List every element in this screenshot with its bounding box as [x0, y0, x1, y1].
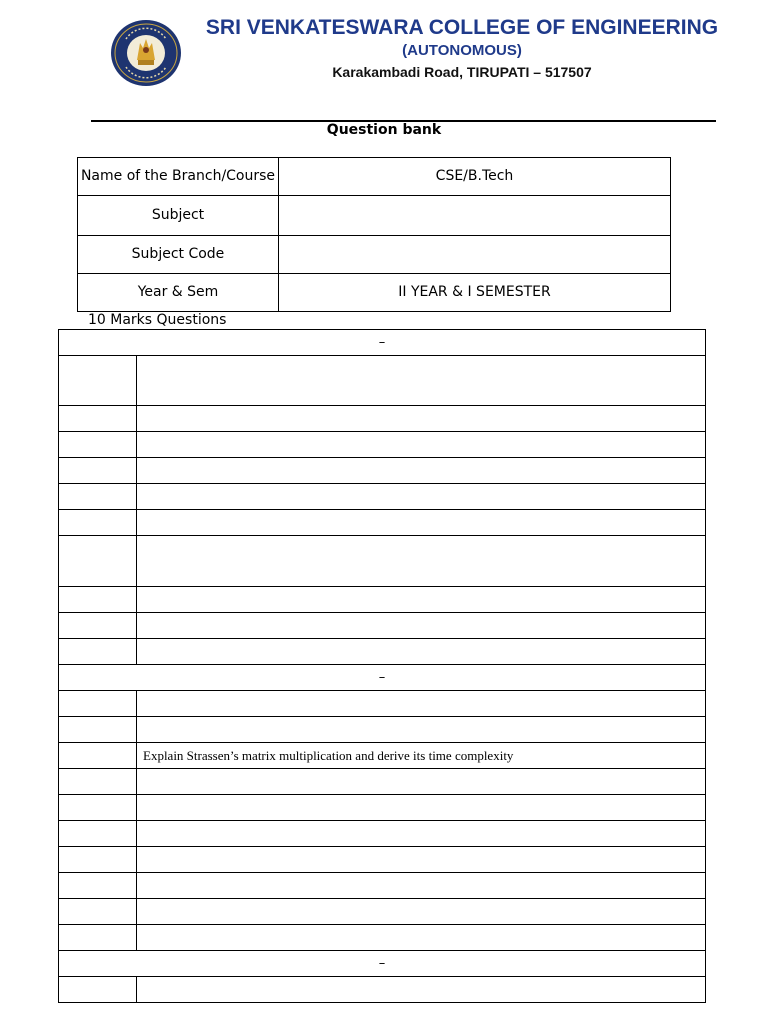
question-number — [59, 847, 137, 873]
subject-code-label: Subject Code — [78, 236, 279, 274]
section-heading: 10 Marks Questions — [88, 312, 227, 328]
question-number — [59, 821, 137, 847]
question-text — [137, 484, 706, 510]
table-row — [59, 717, 706, 743]
question-text — [137, 873, 706, 899]
questions-table — [58, 329, 706, 1003]
question-text — [137, 925, 706, 951]
question-text — [137, 613, 706, 639]
question-text — [137, 432, 706, 458]
question-text — [137, 406, 706, 432]
question-text — [137, 821, 706, 847]
question-text — [137, 458, 706, 484]
branch-value: CSE/B.Tech — [279, 158, 671, 196]
question-text — [137, 899, 706, 925]
table-row — [59, 613, 706, 639]
table-row — [59, 356, 706, 406]
year-sem-label: Year & Sem — [78, 274, 279, 312]
question-number — [59, 717, 137, 743]
autonomous-status: (AUTONOMOUS) — [402, 42, 522, 59]
question-number — [59, 873, 137, 899]
table-row — [59, 536, 706, 587]
table-row — [59, 769, 706, 795]
unit-heading-row — [59, 951, 706, 977]
question-number — [59, 356, 137, 406]
table-row — [59, 821, 706, 847]
table-row — [59, 587, 706, 613]
question-number — [59, 432, 137, 458]
question-text — [137, 691, 706, 717]
question-number — [59, 925, 137, 951]
table-row — [59, 484, 706, 510]
question-number — [59, 406, 137, 432]
question-text: Explain Strassen’s matrix multiplication and derive its time complexity — [137, 743, 706, 769]
year-sem-value: II YEAR & I SEMESTER — [279, 274, 671, 312]
question-text — [137, 356, 706, 406]
question-number — [59, 639, 137, 665]
course-info-table — [77, 157, 671, 312]
table-row — [59, 639, 706, 665]
unit-heading-row — [59, 330, 706, 356]
table-row — [59, 406, 706, 432]
question-text — [137, 536, 706, 587]
unit-heading: – — [59, 951, 706, 977]
table-row — [59, 925, 706, 951]
table-row — [59, 795, 706, 821]
table-row — [59, 743, 706, 769]
question-number — [59, 743, 137, 769]
unit-heading-row — [59, 665, 706, 691]
question-number — [59, 587, 137, 613]
question-number — [59, 691, 137, 717]
college-name: SRI VENKATESWARA COLLEGE OF ENGINEERING — [205, 16, 719, 39]
question-number — [59, 899, 137, 925]
question-text — [137, 795, 706, 821]
college-address: Karakambadi Road, TIRUPATI – 517507 — [332, 64, 592, 80]
question-number — [59, 458, 137, 484]
question-text — [137, 977, 706, 1003]
question-number — [59, 795, 137, 821]
table-row — [59, 432, 706, 458]
question-text — [137, 769, 706, 795]
question-text — [137, 639, 706, 665]
subject-value — [279, 196, 671, 236]
question-text — [137, 510, 706, 536]
question-number — [59, 613, 137, 639]
subject-label: Subject — [78, 196, 279, 236]
college-logo — [110, 19, 182, 87]
table-row — [59, 847, 706, 873]
question-text — [137, 587, 706, 613]
subject-code-value — [279, 236, 671, 274]
question-number — [59, 536, 137, 587]
branch-label: Name of the Branch/Course — [78, 158, 279, 196]
question-text — [137, 717, 706, 743]
question-number — [59, 510, 137, 536]
question-number — [59, 977, 137, 1003]
table-row — [59, 458, 706, 484]
question-text — [137, 847, 706, 873]
unit-heading: – — [59, 330, 706, 356]
table-row — [59, 899, 706, 925]
table-row — [59, 691, 706, 717]
document-title: Question bank — [326, 122, 442, 138]
question-number — [59, 769, 137, 795]
table-row — [59, 510, 706, 536]
table-row — [59, 977, 706, 1003]
table-row — [59, 873, 706, 899]
question-number — [59, 484, 137, 510]
unit-heading: – — [59, 665, 706, 691]
